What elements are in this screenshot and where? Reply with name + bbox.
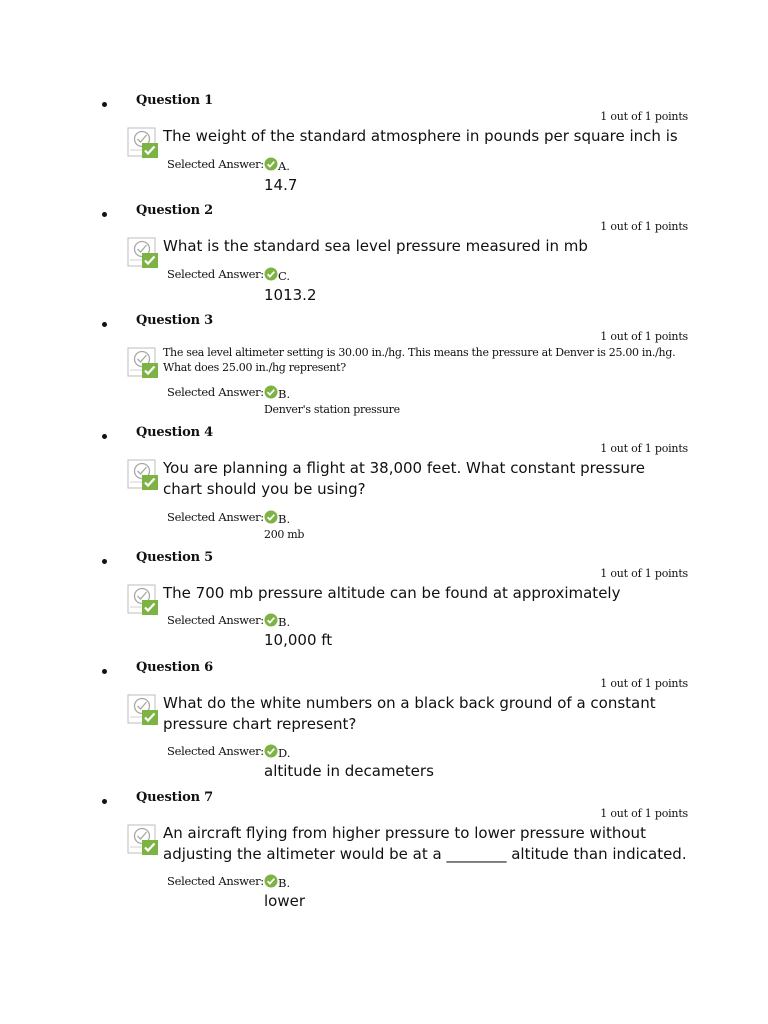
- answer-text: Denver's station pressure: [264, 403, 400, 416]
- question-points: 1 out of 1 points: [600, 330, 688, 343]
- answer-text: altitude in decameters: [264, 762, 434, 780]
- question-title: Question 7: [136, 790, 214, 805]
- question-title: Question 5: [136, 550, 214, 565]
- question-text: What do the white numbers on a black back ground of a constant pressure chart represent?: [163, 694, 656, 733]
- correct-check-icon: [264, 874, 278, 888]
- question-title: Question 1: [136, 93, 214, 108]
- question-title: Question 2: [136, 203, 214, 218]
- question-points: 1 out of 1 points: [600, 442, 688, 455]
- correct-question-icon: [126, 458, 160, 492]
- answer-letter: B.: [278, 512, 291, 526]
- selected-answer-label: Selected Answer:: [167, 267, 264, 281]
- correct-check-icon: [264, 613, 278, 627]
- correct-check-icon: [264, 267, 278, 281]
- question-text: The 700 mb pressure altitude can be found at approximately: [163, 584, 621, 602]
- answer-text: 14.7: [264, 176, 298, 194]
- question-title: Question 6: [136, 660, 214, 675]
- question-points: 1 out of 1 points: [600, 220, 688, 233]
- bullet: [102, 322, 107, 327]
- question-title: Question 3: [136, 313, 214, 328]
- bullet: [102, 799, 107, 804]
- question-points: 1 out of 1 points: [600, 110, 688, 123]
- correct-question-icon: [126, 693, 160, 727]
- answer-text: 1013.2: [264, 286, 317, 304]
- bullet: [102, 559, 107, 564]
- question-text: You are planning a flight at 38,000 feet. What constant pressure chart should you be using?: [163, 459, 645, 498]
- answer-text: lower: [264, 892, 306, 910]
- answer-letter: B.: [278, 876, 291, 890]
- question-text: What is the standard sea level pressure measured in mb: [163, 237, 588, 255]
- answer-letter: B.: [278, 615, 291, 629]
- answer-text: 200 mb: [264, 528, 305, 541]
- correct-question-icon: [126, 823, 160, 857]
- bullet: [102, 669, 107, 674]
- answer-letter: B.: [278, 387, 291, 401]
- answer-letter: D.: [278, 746, 291, 760]
- bullet: [102, 434, 107, 439]
- answer-letter: C.: [278, 269, 291, 283]
- correct-question-icon: [126, 346, 160, 380]
- question-text: An aircraft flying from higher pressure to lower pressure without adjusting the altimeter would be at a ________ altitude than indicated.: [163, 824, 687, 863]
- correct-question-icon: [126, 126, 160, 160]
- question-points: 1 out of 1 points: [600, 567, 688, 580]
- correct-check-icon: [264, 385, 278, 399]
- selected-answer-label: Selected Answer:: [167, 157, 264, 171]
- selected-answer-label: Selected Answer:: [167, 510, 264, 524]
- answer-text: 10,000 ft: [264, 631, 333, 649]
- correct-check-icon: [264, 510, 278, 524]
- question-title: Question 4: [136, 425, 214, 440]
- selected-answer-label: Selected Answer:: [167, 874, 264, 888]
- bullet: [102, 102, 107, 107]
- question-text: The sea level altimeter setting is 30.00 in./hg. This means the pressure at Denver is 25.00 in./hg. What does 25.00 in./hg represent?: [163, 346, 676, 374]
- bullet: [102, 212, 107, 217]
- correct-question-icon: [126, 583, 160, 617]
- selected-answer-label: Selected Answer:: [167, 385, 264, 399]
- selected-answer-label: Selected Answer:: [167, 744, 264, 758]
- correct-question-icon: [126, 236, 160, 270]
- question-points: 1 out of 1 points: [600, 677, 688, 690]
- question-points: 1 out of 1 points: [600, 807, 688, 820]
- answer-letter: A.: [278, 159, 290, 173]
- correct-check-icon: [264, 157, 278, 171]
- selected-answer-label: Selected Answer:: [167, 613, 264, 627]
- question-text: The weight of the standard atmosphere in pounds per square inch is: [163, 127, 678, 145]
- correct-check-icon: [264, 744, 278, 758]
